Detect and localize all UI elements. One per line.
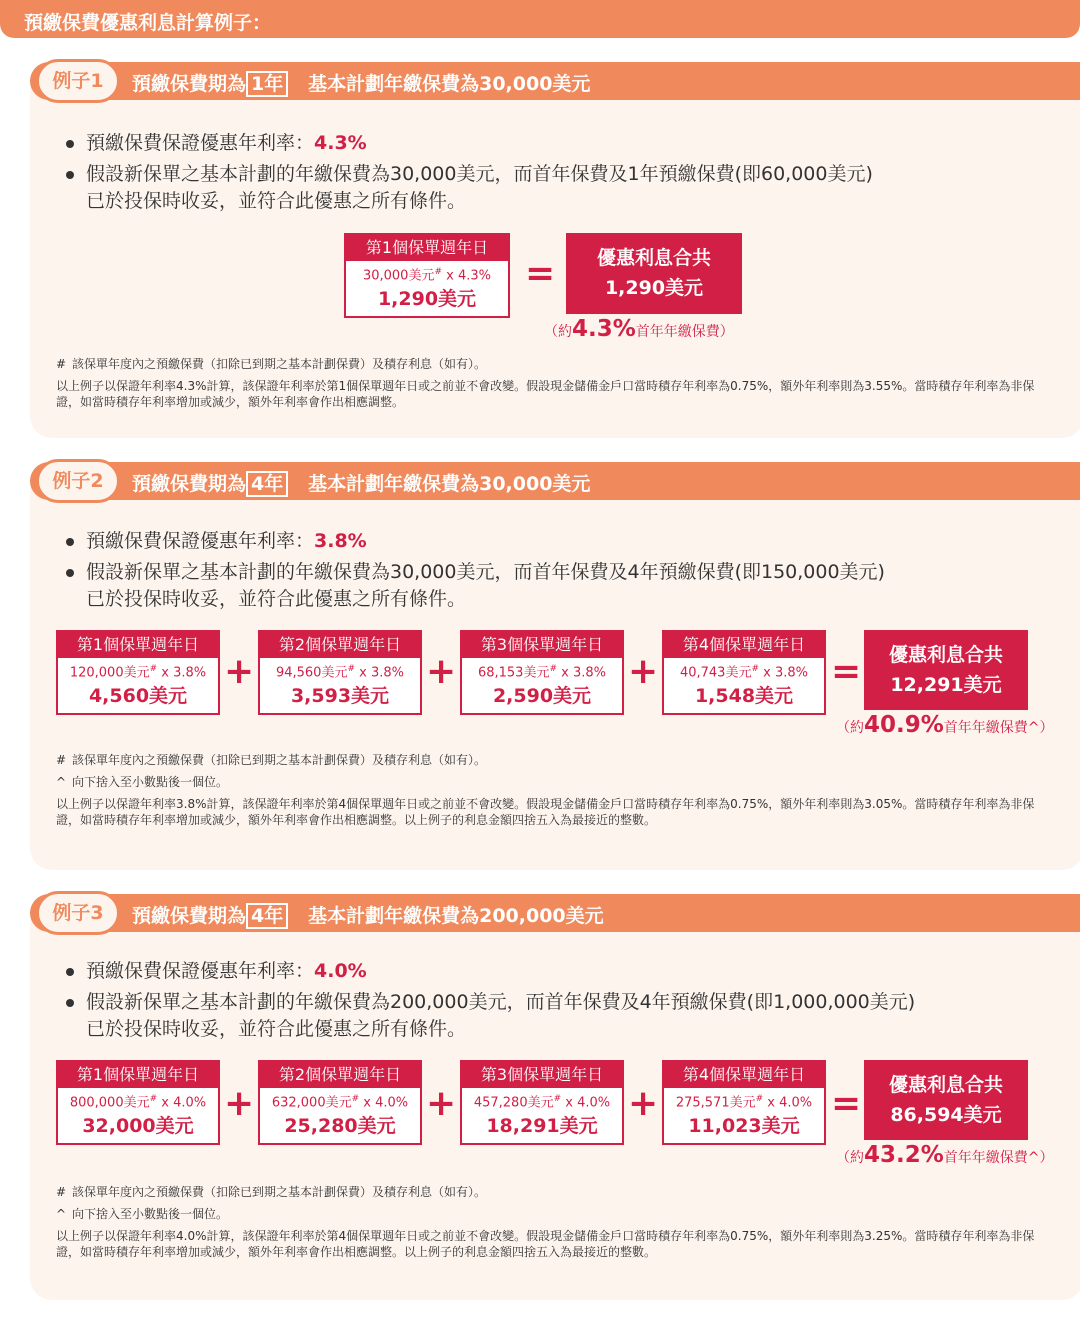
anniversary-formula: 40,743美元# x 3.8%: [679, 664, 809, 681]
anniversary-title: 第4個保單週年日: [664, 1062, 824, 1088]
anniversary-title: 第1個保單週年日: [346, 235, 508, 261]
anniversary-interest: 2,590美元: [492, 685, 592, 708]
assumption-bullet: [64, 161, 873, 215]
basic-premium: 基本計劃年繳保費為30,000美元: [308, 473, 591, 495]
rate-bullet: [64, 958, 915, 985]
anniversary-box: [344, 233, 510, 318]
assumption-bullet: [64, 559, 885, 613]
footnotes: [56, 1184, 1036, 1266]
assumption-text: 假設新保單之基本計劃的年繳保費為30,000美元，而首年保費及1年預繳保費(即60,000美元): [86, 163, 873, 185]
anniversary-box: [56, 1060, 220, 1145]
example-card-2: [30, 462, 1080, 870]
example-tag: 例子1: [36, 59, 120, 103]
footnote-assumption: 以上例子以保證年利率3.8%計算，該保證年利率於第4個保單週年日或之前並不會改變。假設現金儲備金戶口當時積存年利率為0.75%，額外年利率則為3.05%。當時積存年利率為非保證，如當時積存年利率增加或減少，額外年利率會作出相應調整。以上例子的利息金額四捨五入為最接近的整數。: [56, 797, 1035, 827]
anniversary-interest: 4,560美元: [88, 685, 188, 708]
example-header: [30, 462, 1080, 500]
total-interest-box: [864, 1060, 1028, 1140]
footnote-assumption: 以上例子以保證年利率4.0%計算，該保證年利率於第4個保單週年日或之前並不會改變。假設現金儲備金戶口當時積存年利率為0.75%，額外年利率則為3.25%。當時積存年利率為非保證，如當時積存年利率增加或減少，額外年利率會作出相應調整。以上例子的利息金額四捨五入為最接近的整數。: [56, 1229, 1035, 1259]
footnote-hash: # 該保單年度內之預繳保費（扣除已到期之基本計劃保費）及積存利息（如有）。: [56, 357, 487, 371]
anniversary-box: [662, 1060, 826, 1145]
anniversary-formula: 800,000美元# x 4.0%: [69, 1094, 207, 1111]
anniversary-interest: 25,280美元: [284, 1115, 396, 1138]
footnotes: [56, 752, 1036, 834]
footnotes: [56, 356, 1036, 416]
plus-sign: +: [426, 651, 457, 692]
example-header: [30, 62, 1080, 100]
footnote-caret: ^ 向下捨入至小數點後一個位。: [56, 1207, 229, 1221]
conditions-text: 已於投保時收妥，並符合此優惠之所有條件。: [86, 588, 467, 610]
example-heading: [132, 69, 590, 97]
approx-pct-value: 4.3%: [572, 316, 636, 342]
rate-value: 4.0%: [314, 960, 367, 982]
rate-label: 預繳保費保證優惠年利率：: [86, 530, 315, 552]
example-heading: [132, 469, 590, 497]
anniversary-interest: 32,000美元: [82, 1115, 194, 1138]
period-value: 4年: [246, 471, 288, 497]
anniversary-title: 第1個保單週年日: [58, 632, 218, 658]
equals-sign: =: [831, 651, 862, 692]
plus-sign: +: [628, 1083, 659, 1124]
anniversary-title: 第2個保單週年日: [260, 1062, 420, 1088]
rate-value: 3.8%: [314, 530, 367, 552]
anniversary-box: [460, 630, 624, 715]
anniversary-box: [460, 1060, 624, 1145]
anniversary-title: 第3個保單週年日: [462, 1062, 622, 1088]
total-label: 優惠利息合共: [596, 247, 711, 269]
approx-pct-value: 43.2%: [864, 1142, 944, 1168]
anniversary-interest: 3,593美元: [290, 685, 390, 708]
plus-sign: +: [426, 1083, 457, 1124]
anniversary-title: 第3個保單週年日: [462, 632, 622, 658]
anniversary-formula: 68,153美元# x 3.8%: [477, 664, 607, 681]
anniversary-box: [56, 630, 220, 715]
footnote-caret: ^ 向下捨入至小數點後一個位。: [56, 775, 229, 789]
anniversary-title: 第2個保單週年日: [260, 632, 420, 658]
period-value: 1年: [246, 71, 288, 97]
plus-sign: +: [224, 1083, 255, 1124]
basic-premium: 基本計劃年繳保費為30,000美元: [308, 73, 591, 95]
anniversary-box: [258, 1060, 422, 1145]
anniversary-interest: 18,291美元: [486, 1115, 598, 1138]
anniversary-formula: 275,571美元# x 4.0%: [675, 1094, 813, 1111]
example-heading: [132, 901, 604, 929]
period-prefix: 預繳保費期為: [132, 905, 247, 927]
conditions-text: 已於投保時收妥，並符合此優惠之所有條件。: [86, 1018, 467, 1040]
anniversary-formula: 30,000美元# x 4.3%: [362, 267, 492, 284]
period-prefix: 預繳保費期為: [132, 473, 247, 495]
anniversary-formula: 632,000美元# x 4.0%: [271, 1094, 409, 1111]
assumption-text: 假設新保單之基本計劃的年繳保費為30,000美元，而首年保費及4年預繳保費(即150,000美元): [86, 561, 885, 583]
rate-bullet: [64, 528, 885, 555]
bullet-list: [64, 130, 873, 219]
assumption-text: 假設新保單之基本計劃的年繳保費為200,000美元，而首年保費及4年預繳保費(即1,000,000美元): [86, 991, 916, 1013]
basic-premium: 基本計劃年繳保費為200,000美元: [308, 905, 604, 927]
anniversary-box: [258, 630, 422, 715]
rate-value: 4.3%: [314, 132, 367, 154]
footnote-hash: # 該保單年度內之預繳保費（扣除已到期之基本計劃保費）及積存利息（如有）。: [56, 1185, 487, 1199]
anniversary-formula: 120,000美元# x 3.8%: [69, 664, 207, 681]
anniversary-formula: 94,560美元# x 3.8%: [275, 664, 405, 681]
assumption-bullet: [64, 989, 915, 1043]
total-label: 優惠利息合共: [888, 1074, 1003, 1096]
rate-label: 預繳保費保證優惠年利率：: [86, 960, 315, 982]
plus-sign: +: [628, 651, 659, 692]
example-card-3: [30, 894, 1080, 1300]
equals-sign: =: [525, 253, 556, 294]
approx-pct-value: 40.9%: [864, 712, 944, 738]
anniversary-interest: 1,290美元: [377, 288, 477, 311]
rate-label: 預繳保費保證優惠年利率：: [86, 132, 315, 154]
anniversary-interest: 1,548美元: [694, 685, 794, 708]
footnote-assumption: 以上例子以保證年利率4.3%計算，該保證年利率於第1個保單週年日或之前並不會改變。假設現金儲備金戶口當時積存年利率為0.75%，額外年利率則為3.55%。當時積存年利率為非保證，如當時積存年利率增加或減少，額外年利率會作出相應調整。: [56, 379, 1035, 409]
footnote-hash: # 該保單年度內之預繳保費（扣除已到期之基本計劃保費）及積存利息（如有）。: [56, 753, 487, 767]
total-value: 1,290美元: [604, 277, 704, 299]
approx-percentage: （約4.3%首年年繳保費）: [544, 316, 734, 342]
total-interest-box: [864, 630, 1028, 710]
bullet-list: [64, 958, 915, 1047]
example-card-1: [30, 62, 1080, 438]
conditions-text: 已於投保時收妥，並符合此優惠之所有條件。: [86, 190, 467, 212]
anniversary-interest: 11,023美元: [688, 1115, 800, 1138]
example-tag: 例子2: [36, 459, 120, 503]
page-title: 預繳保費優惠利息計算例子：: [0, 0, 1080, 38]
anniversary-title: 第4個保單週年日: [664, 632, 824, 658]
period-prefix: 預繳保費期為: [132, 73, 247, 95]
approx-percentage: （約40.9%首年年繳保費^）: [836, 712, 1054, 738]
rate-bullet: [64, 130, 873, 157]
period-value: 4年: [246, 903, 288, 929]
anniversary-title: 第1個保單週年日: [58, 1062, 218, 1088]
anniversary-formula: 457,280美元# x 4.0%: [473, 1094, 611, 1111]
equals-sign: =: [831, 1083, 862, 1124]
total-value: 12,291美元: [890, 674, 1002, 696]
total-interest-box: [566, 233, 742, 314]
example-header: [30, 894, 1080, 932]
plus-sign: +: [224, 651, 255, 692]
total-label: 優惠利息合共: [888, 644, 1003, 666]
bullet-list: [64, 528, 885, 617]
total-value: 86,594美元: [890, 1104, 1002, 1126]
anniversary-box: [662, 630, 826, 715]
approx-percentage: （約43.2%首年年繳保費^）: [836, 1142, 1054, 1168]
example-tag: 例子3: [36, 891, 120, 935]
